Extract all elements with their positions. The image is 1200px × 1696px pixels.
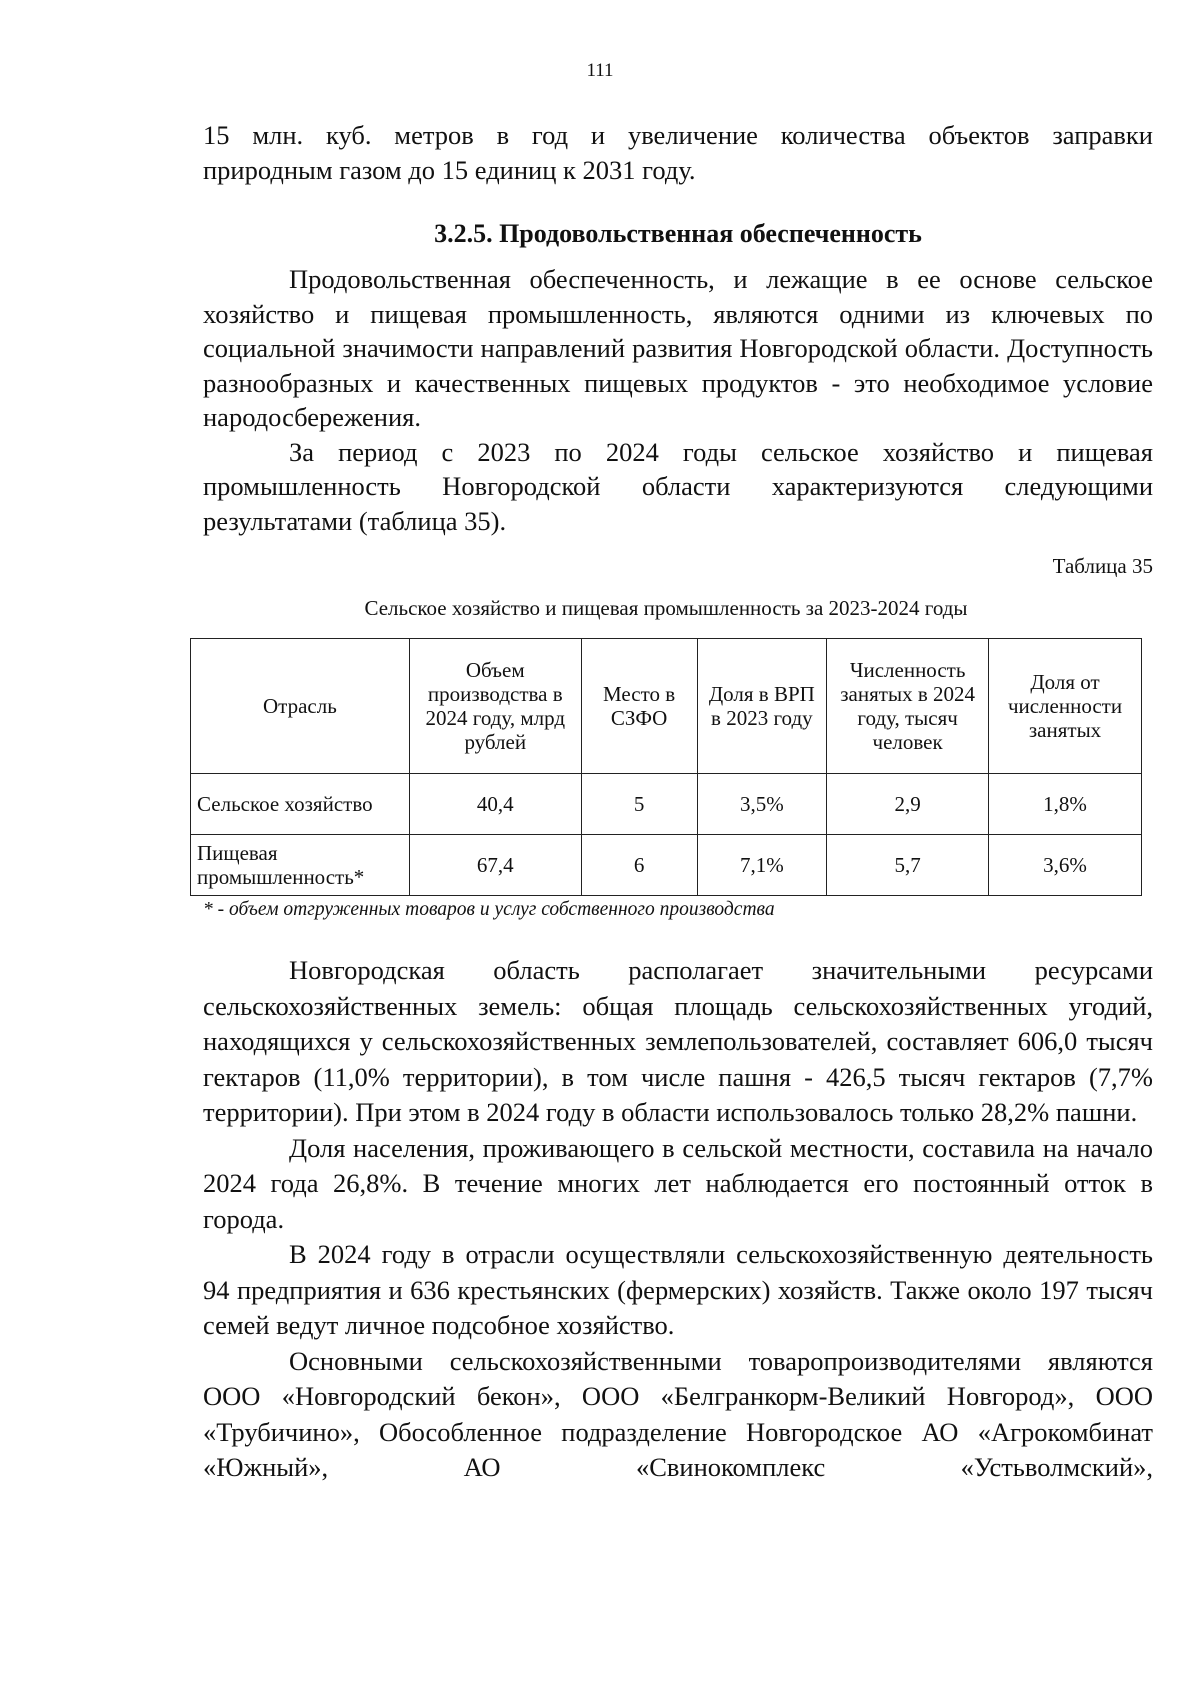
paragraph-producers: Основными сельскохозяйственными товаропроизводителями являются ООО «Новгородский бекон», ООО «Белгранкорм-Великий Новгород», ООО «Трубичино», Обособленное подразделение Новгородское АО «Агрокомбинат «Южный», АО «Свинокомплекс «Устьволмский», bbox=[203, 1345, 1153, 1482]
table-footnote: * - объем отгруженных товаров и услуг собственного производства bbox=[203, 899, 775, 920]
table-row bbox=[191, 774, 1142, 835]
paragraph-land-resources: Новгородская область располагает значительными ресурсами сельскохозяйственных земель: общая площадь сельскохозяйственных угодий, находящихся у сельскохозяйственных землепользователей, составляет 606,0 тысяч гектаров (11,0% территории), в том числе пашня - 426,5 тысяч гектаров (7,7% территории). При этом в 2024 году в области использовалось только 28,2% пашни. bbox=[203, 955, 1153, 1127]
section-intro bbox=[203, 262, 1153, 538]
table-cell: 2,9 bbox=[827, 774, 989, 835]
intro-paragraph bbox=[203, 118, 1153, 187]
table-number-label: Таблица 35 bbox=[1052, 554, 1153, 578]
section-heading: 3.2.5. Продовольственная обеспеченность bbox=[434, 219, 922, 248]
intro-line-2: природным газом до 15 единиц к 2031 году. bbox=[203, 154, 696, 185]
page-number: 111 bbox=[586, 60, 614, 81]
table-cell-sector: Сельское хозяйство bbox=[191, 774, 410, 835]
paragraph-food-security: Продовольственная обеспеченность, и лежащие в ее основе сельское хозяйство и пищевая промышленность, являются одними из ключевых по социальной значимости направлений развития Новгородской области. Доступность разнообразных и качественных пищевых продуктов - это необходимое условие народосбережения. bbox=[203, 264, 1153, 432]
header-grp-share: Доля в ВРП в 2023 году bbox=[697, 639, 827, 774]
body-text bbox=[203, 953, 1153, 1486]
table-cell: 5 bbox=[581, 774, 697, 835]
table-cell: 3,6% bbox=[989, 835, 1142, 896]
table-caption: Сельское хозяйство и пищевая промышленность за 2023-2024 годы bbox=[364, 596, 968, 620]
header-nwfd-rank: Место в СЗФО bbox=[581, 639, 697, 774]
header-employment-share: Доля от численности занятых bbox=[989, 639, 1142, 774]
table-cell: 7,1% bbox=[697, 835, 827, 896]
header-sector: Отрасль bbox=[191, 639, 410, 774]
table-row bbox=[191, 835, 1142, 896]
header-production-volume: Объем производства в 2024 году, млрд рублей bbox=[409, 639, 581, 774]
table-header-row bbox=[191, 639, 1142, 774]
table-cell: 3,5% bbox=[697, 774, 827, 835]
paragraph-enterprises: В 2024 году в отрасли осуществляли сельскохозяйственную деятельность 94 предприятия и 636 крестьянских (фермерских) хозяйств. Также около 197 тысяч семей ведут личное подсобное хозяйство. bbox=[203, 1239, 1153, 1340]
table-cell: 5,7 bbox=[827, 835, 989, 896]
table-cell: 1,8% bbox=[989, 774, 1142, 835]
paragraph-period-results: За период с 2023 по 2024 годы сельское хозяйство и пищевая промышленность Новгородской области характеризуются следующими результатами (таблица 35). bbox=[203, 436, 1153, 536]
table-cell-sector: Пищевая промышленность* bbox=[191, 835, 410, 896]
paragraph-rural-population: Доля населения, проживающего в сельской местности, составила на начало 2024 года 26,8%. В течение многих лет наблюдается его постоянный отток в города. bbox=[203, 1132, 1153, 1234]
intro-line-1: 15 млн. куб. метров в год и увеличение количества объектов заправки bbox=[203, 120, 1153, 150]
table-cell: 67,4 bbox=[409, 835, 581, 896]
table-cell: 6 bbox=[581, 835, 697, 896]
table-cell: 40,4 bbox=[409, 774, 581, 835]
header-employment: Численность занятых в 2024 году, тысяч человек bbox=[827, 639, 989, 774]
agriculture-table bbox=[190, 638, 1142, 896]
